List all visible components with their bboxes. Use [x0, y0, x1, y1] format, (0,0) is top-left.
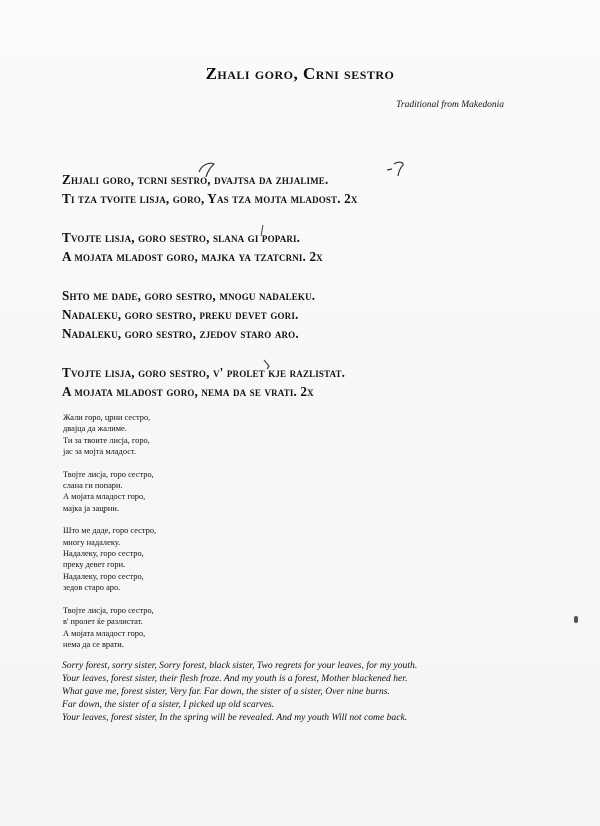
lyrics-line: Nadaleku, goro sestro, zjedov staro aro. [62, 326, 299, 341]
cyrillic-stanza [63, 412, 263, 458]
translation-line: Your leaves, forest sister, their flesh froze. And my youth is a forest, Mother blackened her. [62, 673, 408, 685]
lyrics-line: Zhjali goro, tcrni sestro, dvajtsa da zhjalime. [62, 172, 329, 187]
cyrillic-line: слана ги попари. [63, 481, 123, 491]
cyrillic-line: зедов старо аро. [63, 583, 121, 593]
lyrics-line: Tvojte lisja, goro sestro, slana gi popari. [62, 230, 301, 245]
cyrillic-line: Надалеку, горо сестро, [63, 549, 144, 559]
translation-line: What gave me, forest sister, Very far. Far down, the sister of a sister, Over nine burns. [62, 686, 390, 698]
song-title [0, 64, 600, 84]
lyrics-line: A mojata mladost goro, majka ya tzatcrni. 2x [62, 249, 323, 264]
lyrics-line: A mojata mladost goro, nema da se vrati. 2x [62, 384, 314, 399]
lyrics-line: Shto me dade, goro sestro, mnogu nadaleku. [62, 288, 316, 303]
cyrillic-line: јас за мојта младост. [63, 447, 137, 457]
cyrillic-line: Што ме даде, горо сестро, [63, 526, 157, 536]
lyrics-line: Nadaleku, goro sestro, preku devet gori. [62, 307, 299, 322]
translation-line: Your leaves, forest sister, In the spring will be revealed. And my youth Will not come back. [62, 712, 408, 724]
translation-line: Sorry forest, sorry sister, Sorry forest, black sister, Two regrets for your leaves, for my youth. [62, 660, 418, 671]
translation-line: Far down, the sister of a sister, I picked up old scarves. [62, 699, 275, 711]
cyrillic-line: Ти за твоите лисја, горо, [63, 435, 150, 445]
english-translation [62, 659, 532, 724]
cyrillic-stanza [63, 605, 263, 651]
lyrics-stanza [62, 286, 522, 343]
cyrillic-line: А мојата младост горо, [63, 492, 146, 502]
lyrics-line: Ti tza tvoite lisja, goro, Yas tza mojta mladost. 2x [62, 191, 358, 206]
cyrillic-line: А мојата младост горо, [63, 628, 146, 638]
song-title-text: Zhali goro, Crni sestro [205, 64, 395, 83]
cyrillic-line: Твојте лисја, горо сестро, [63, 605, 154, 615]
paper-speck [574, 616, 578, 623]
lyrics-line: Tvojte lisja, goro sestro, v' prolet kje razlistat. [62, 365, 346, 380]
lyrics-stanza [62, 170, 522, 208]
cyrillic-lyrics [63, 412, 263, 661]
transliterated-lyrics [62, 170, 522, 421]
cyrillic-line: в' пролет ќе разлистат. [63, 617, 143, 627]
cyrillic-stanza [63, 469, 263, 515]
cyrillic-line: Твојте лисја, горо сестро, [63, 469, 154, 479]
cyrillic-line: преку девет гори. [63, 560, 126, 570]
lyrics-stanza [62, 228, 522, 266]
lyrics-stanza [62, 363, 522, 401]
cyrillic-line: Надалеку, горо сестро, [63, 571, 144, 581]
cyrillic-stanza [63, 525, 263, 593]
song-attribution: Traditional from Makedonia [396, 100, 504, 110]
cyrillic-line: многу надалеку. [63, 537, 121, 547]
cyrillic-line: мајка ја зацрни. [63, 503, 119, 513]
cyrillic-line: двајца да жалиме. [63, 424, 127, 434]
cyrillic-line: Жали горо, црни сестро, [63, 413, 151, 422]
cyrillic-line: нема да се врати. [63, 639, 124, 649]
